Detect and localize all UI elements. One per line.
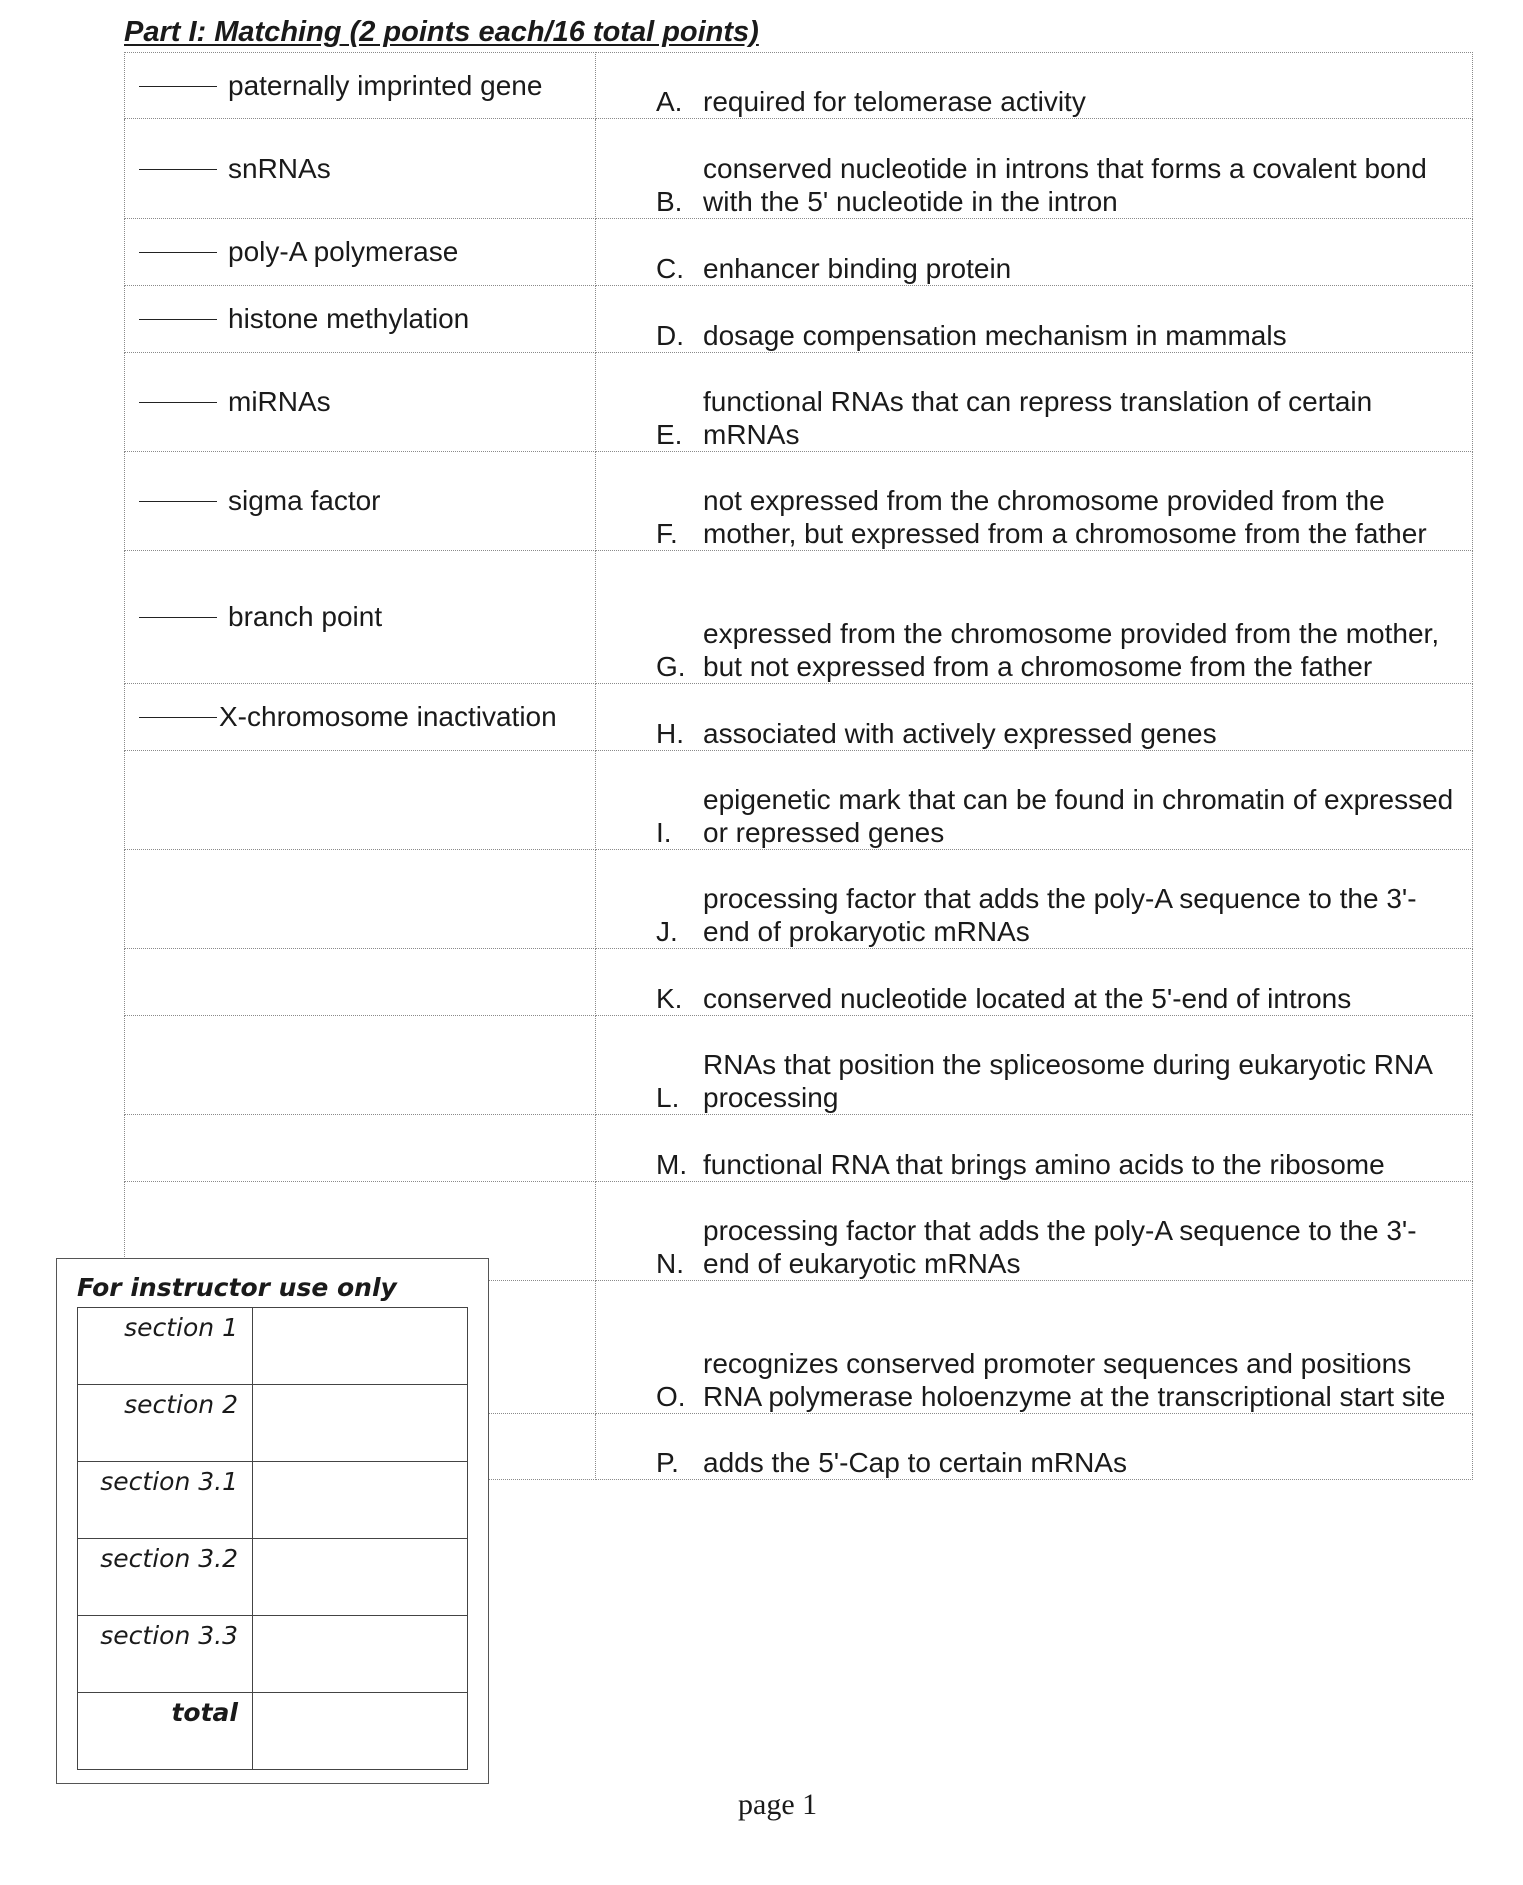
term-label: miRNAs — [228, 386, 331, 417]
option-letter: M. — [656, 1149, 688, 1180]
total-label: total — [171, 1698, 238, 1727]
answer-blank[interactable] — [139, 402, 217, 403]
option-description: enhancer binding protein — [703, 253, 1012, 284]
score-cell[interactable] — [253, 1539, 468, 1616]
option-description: associated with actively expressed genes — [703, 718, 1217, 749]
option-description: dosage compensation mechanism in mammals — [703, 320, 1287, 351]
option-letter: E. — [656, 419, 683, 450]
answer-blank[interactable] — [139, 501, 217, 502]
score-row — [78, 1539, 468, 1616]
table-row — [125, 286, 1473, 353]
table-row — [125, 452, 1473, 551]
score-row-total — [78, 1693, 468, 1770]
answer-blank[interactable] — [139, 717, 217, 718]
table-row — [125, 850, 1473, 949]
option-letter: N. — [656, 1248, 684, 1279]
option-description: functional RNA that brings amino acids to the ribosome — [703, 1149, 1385, 1180]
answer-blank[interactable] — [139, 86, 217, 87]
total-score-cell[interactable] — [253, 1693, 468, 1770]
option-letter: A. — [656, 86, 683, 117]
score-cell[interactable] — [253, 1385, 468, 1462]
score-table — [77, 1307, 468, 1770]
score-row — [78, 1385, 468, 1462]
page-number: page 1 — [738, 1788, 818, 1821]
table-row — [125, 353, 1473, 452]
option-description: RNAs that position the spliceosome during eukaryotic RNA processing — [703, 1049, 1432, 1113]
score-row — [78, 1308, 468, 1385]
table-row — [125, 551, 1473, 684]
term-label: X-chromosome inactivation — [219, 701, 557, 732]
section-label: section 3.3 — [100, 1621, 238, 1650]
answer-blank[interactable] — [139, 252, 217, 253]
option-letter: J. — [656, 916, 678, 947]
section-label: section 1 — [124, 1313, 238, 1342]
option-description: recognizes conserved promoter sequences and positions RNA polymerase holoenzyme at the transcriptional start site — [703, 1348, 1446, 1412]
option-letter: B. — [656, 186, 683, 217]
option-description: required for telomerase activity — [703, 86, 1086, 117]
option-description: conserved nucleotide in introns that forms a covalent bond with the 5' nucleotide in the intron — [703, 153, 1427, 217]
option-description: not expressed from the chromosome provided from the mother, but expressed from a chromosome from the father — [703, 485, 1427, 549]
option-letter: D. — [656, 320, 684, 351]
score-row — [78, 1616, 468, 1693]
score-cell[interactable] — [253, 1308, 468, 1385]
answer-blank[interactable] — [139, 319, 217, 320]
term-label: snRNAs — [228, 152, 331, 184]
score-cell[interactable] — [253, 1462, 468, 1539]
section-label: section 3.2 — [100, 1544, 238, 1573]
table-row — [125, 949, 1473, 1016]
option-description: conserved nucleotide located at the 5'-end of introns — [703, 983, 1352, 1014]
option-description: epigenetic mark that can be found in chromatin of expressed or repressed genes — [703, 784, 1454, 848]
table-row — [125, 1016, 1473, 1115]
option-description: processing factor that adds the poly-A sequence to the 3'-end of prokaryotic mRNAs — [703, 883, 1417, 947]
part-heading: Part I: Matching (2 points each/16 total points) — [124, 16, 759, 48]
option-description: processing factor that adds the poly-A sequence to the 3'-end of eukaryotic mRNAs — [703, 1215, 1417, 1279]
option-letter: C. — [656, 253, 684, 284]
section-label: section 3.1 — [100, 1467, 238, 1496]
option-letter: P. — [656, 1447, 679, 1478]
table-row — [125, 119, 1473, 219]
table-row — [125, 1115, 1473, 1182]
option-letter: O. — [656, 1381, 686, 1412]
option-description: functional RNAs that can repress translation of certain mRNAs — [703, 386, 1373, 450]
table-row — [125, 751, 1473, 850]
option-letter: F. — [656, 518, 678, 549]
answer-blank[interactable] — [139, 617, 217, 618]
table-row — [125, 53, 1473, 119]
score-cell[interactable] — [253, 1616, 468, 1693]
term-label: histone methylation — [228, 303, 470, 334]
term-label: poly-A polymerase — [228, 236, 459, 267]
score-row — [78, 1462, 468, 1539]
term-label: paternally imprinted gene — [228, 69, 543, 101]
answer-blank[interactable] — [139, 169, 217, 170]
table-row — [125, 684, 1473, 751]
term-label: branch point — [228, 601, 383, 632]
option-letter: L. — [656, 1082, 680, 1113]
option-letter: H. — [656, 718, 684, 749]
section-label: section 2 — [124, 1390, 238, 1419]
instructor-box — [56, 1258, 489, 1784]
option-letter: K. — [656, 983, 683, 1014]
option-description: adds the 5'-Cap to certain mRNAs — [703, 1447, 1127, 1478]
option-letter: I. — [656, 817, 672, 848]
option-letter: G. — [656, 651, 686, 682]
table-row — [125, 219, 1473, 286]
term-label: sigma factor — [228, 485, 381, 516]
instructor-caption: For instructor use only — [77, 1273, 397, 1302]
option-description: expressed from the chromosome provided from the mother, but not expressed from a chromosome from the father — [703, 618, 1440, 682]
